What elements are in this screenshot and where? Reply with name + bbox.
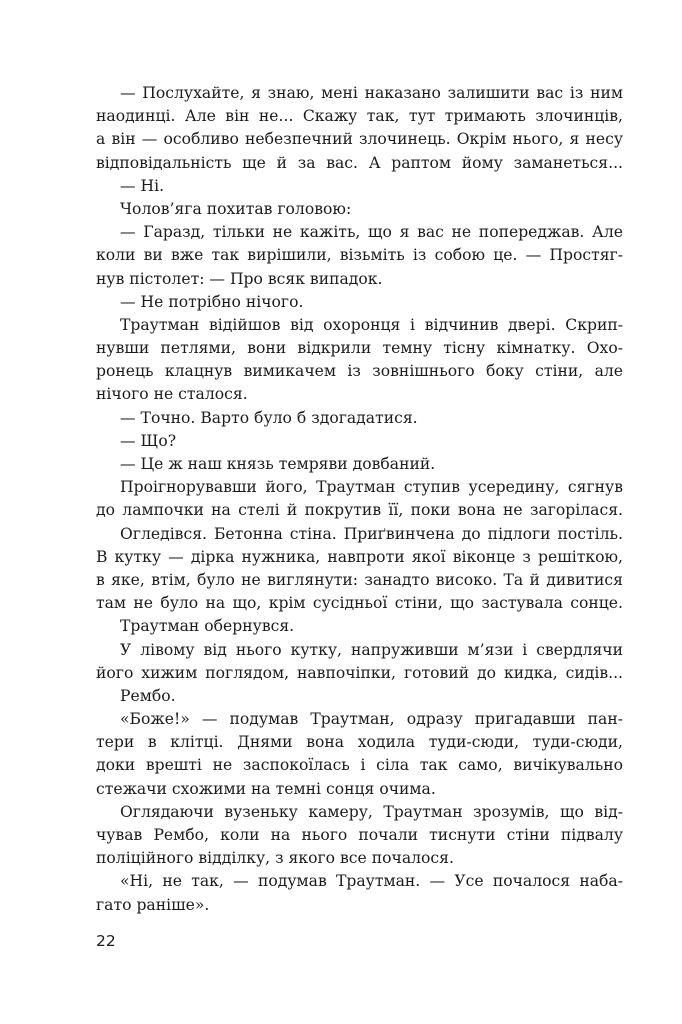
text-line: Оглядаючи вузеньку камеру, Траутман зрозумів, що від- [120,802,623,821]
text-line: В кутку — дірка нужника, навпроти якої віконце з решіткою, [96,547,623,566]
text-line: — Не потрібно нічого. [120,292,304,311]
text-line: поліційного відділку, з якого все почалося. [96,849,454,868]
text-line: Траутман обернувся. [120,617,295,636]
text-line: доки врешті не заспокоїлась і сіла так само, вичікувально [96,756,623,775]
text-line: гато раніше». [96,895,210,914]
text-line: а він — особливо небезпечний злочинець. Окрім нього, я несу [96,130,623,149]
text-line: — Гаразд, тільки не кажіть, що я вас не попереджав. Але [120,223,623,242]
text-line: нувши петлями, вони відкрили темну тісну кімнатку. Охо- [96,339,623,358]
text-line: до лампочки на стелі й покрутив її, поки вона не загорілася. [96,501,623,520]
text-line: в яке, втім, було не виглянути: занадто високо. Та й дивитися [96,570,623,589]
text-line: тери в клітці. Днями вона ходила туди-сюди, туди-сюди, [96,733,623,752]
text-line: ронець клацнув вимикачем із зовнішнього боку стіни, але [96,362,623,381]
text-line: «Боже!» — подумав Траутман, одразу пригадавши пан- [120,710,623,729]
text-line: — Послухайте, я знаю, мені наказано залишити вас із ним [120,84,623,102]
page-number: 22 [96,932,116,950]
page-body-text [96,82,623,917]
text-line: «Ні, не так, — подумав Траутман. — Усе почалося наба- [120,872,623,891]
text-line: — Це ж наш князь темряви довбаний. [120,455,436,473]
text-line: — Точно. Варто було б здогадатися. [120,408,418,427]
text-line: наодинці. Але він не... Скажу так, тут тримають злочинців, [96,107,623,126]
text-line: чував Рембо, коли на нього почали тиснути стіни підвалу [96,826,623,844]
text-line: коли ви вже так вирішили, візьміть із собою це. — Простяг- [96,246,623,265]
text-line: Траутман відійшов від охоронця і відчинив двері. Скрип- [120,315,623,334]
text-line: Чолов’яга похитав головою: [120,199,352,218]
text-line: нічого не сталося. [96,385,248,404]
text-line: Проігнорувавши його, Траутман ступив усередину, сягнув [120,478,623,497]
text-line: Рембо. [120,686,176,705]
text-line: стежачи схожими на темні сонця очима. [96,779,436,798]
text-line: нув пістолет: — Про всяк випадок. [96,269,383,288]
text-line: відповідальність ще й за вас. А раптом йому заманеться... [96,153,623,172]
text-line: — Що? [120,431,177,450]
text-line: Огледівся. Бетонна стіна. Приґвинчена до підлоги постіль. [120,524,623,543]
text-line: там не було на що, крім сусідньої стіни, що застувала сонце. [96,594,623,613]
text-line: У лівому від нього кутку, напруживши м’язи і свердлячи [120,640,623,659]
text-line: його хижим поглядом, навпочіпки, готовий до кидка, сидів... [96,663,623,682]
text-line: — Ні. [120,176,165,195]
